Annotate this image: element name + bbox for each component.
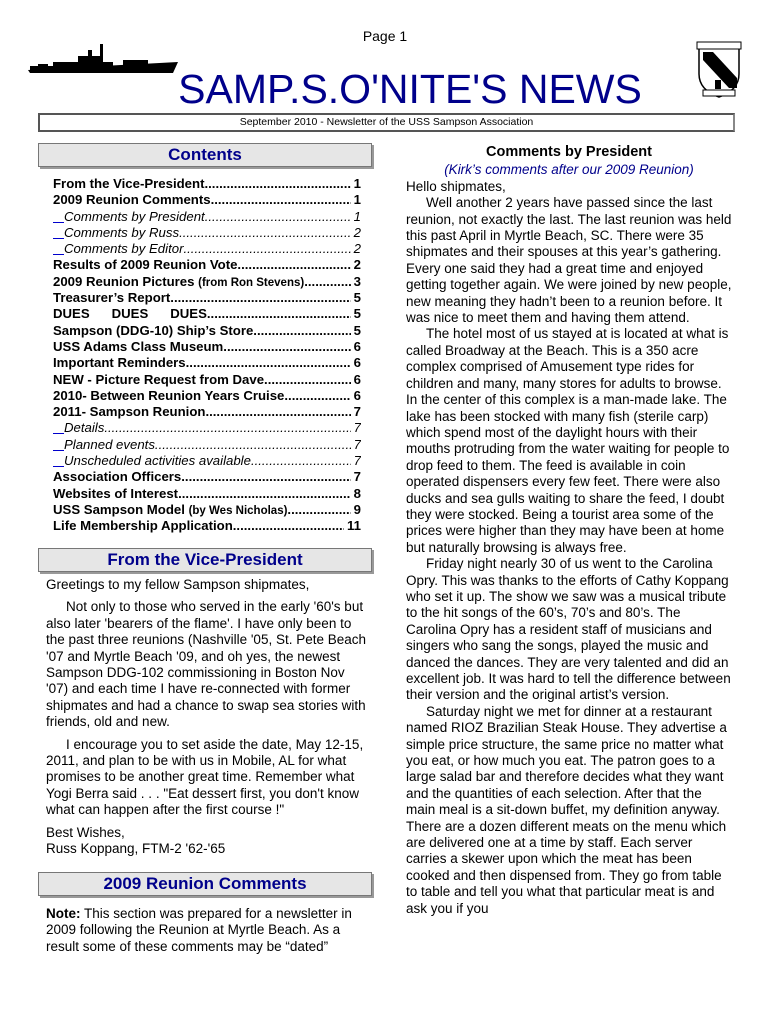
toc-link-marker [53, 241, 64, 257]
toc-item[interactable] [53, 453, 361, 469]
toc-leader [181, 469, 350, 485]
toc-item[interactable] [53, 306, 361, 322]
toc-leader [237, 257, 350, 273]
toc-page-number: 6 [353, 387, 361, 403]
toc-item[interactable] [53, 502, 361, 518]
toc-item-title: Planned events [64, 436, 155, 452]
toc-item[interactable] [53, 486, 361, 502]
newsletter-title: SAMP.S.O'NITE'S NEWS [178, 66, 642, 112]
contents-heading: Contents [38, 143, 372, 167]
toc-item-title: Important Reminders [53, 355, 186, 371]
toc-item-title: USS Adams Class Museum [53, 338, 224, 354]
toc-item-title: 2010- Between Reunion Years Cruise [53, 387, 285, 403]
toc-leader [284, 388, 350, 404]
toc-item[interactable] [53, 241, 361, 257]
toc-item-title: Comments by Editor [64, 241, 184, 257]
toc-item-title: 2009 Reunion Pictures (from Ron Stevens) [53, 273, 305, 289]
toc-item[interactable] [53, 257, 361, 273]
toc-item-title: USS Sampson Model (by Wes Nicholas) [53, 501, 288, 517]
toc-item-title: Unscheduled activities available [64, 453, 251, 469]
toc-item-title: Treasurer’s Report [53, 290, 171, 306]
vice-president-article [46, 577, 366, 858]
toc-leader [211, 192, 351, 208]
toc-page-number: 1 [353, 208, 361, 224]
toc-leader [179, 225, 351, 241]
toc-item[interactable] [53, 209, 361, 225]
toc-leader [183, 241, 350, 257]
toc-link-marker [53, 225, 64, 241]
toc-page-number: 9 [353, 501, 361, 517]
toc-page-number: 7 [353, 404, 361, 420]
paragraph: Saturday night we met for dinner at a restaurant named RIOZ Brazilian Steak House. They advertise a simple price structure, the same price no matter what you eat, or how much you eat. The patron goes to a large salad bar and therefore decides what they want and the quantities of each selection. After that the main meal is a sit-down buffet, my definition anyway. There are a dozen different meats on the menu which are delivered one at a time by staff. Each server carries a skewer upon which the meat has been cooked and then dispensed from. They go from table to table and tell you what that particular meat is and ask you if you [406, 703, 727, 916]
toc-item[interactable] [53, 388, 361, 404]
toc-leader [253, 323, 350, 339]
toc-item-title: DUES DUES DUES [53, 306, 207, 322]
page-number: Page 1 [362, 28, 408, 44]
toc-item[interactable] [53, 355, 361, 371]
toc-item-title: 2009 Reunion Comments [53, 192, 211, 208]
toc-item[interactable] [53, 339, 361, 355]
toc-item[interactable] [53, 192, 361, 208]
president-subheading: (Kirk’s comments after our 2009 Reunion) [444, 162, 694, 178]
toc-leader [104, 420, 350, 436]
toc-item-title: Websites of Interest [53, 485, 179, 501]
toc-item-title: Life Membership Application [53, 518, 233, 534]
toc-item[interactable] [53, 176, 361, 192]
toc-leader [170, 290, 350, 306]
toc-page-number: 2 [353, 241, 361, 257]
toc-link-marker [53, 420, 64, 436]
toc-item[interactable] [53, 225, 361, 241]
toc-item[interactable] [53, 274, 361, 290]
toc-item[interactable] [53, 290, 361, 306]
table-of-contents [53, 176, 361, 535]
toc-page-number: 7 [353, 436, 361, 452]
toc-item-title: From the Vice-President [53, 176, 205, 191]
toc-link-marker [53, 209, 64, 225]
toc-leader [223, 339, 350, 355]
greeting: Greetings to my fellow Sampson shipmates, [46, 577, 310, 592]
toc-leader [178, 486, 351, 502]
toc-leader [205, 404, 350, 420]
toc-item[interactable] [53, 372, 361, 388]
toc-leader [287, 502, 350, 518]
toc-leader [155, 437, 351, 453]
uss-sampson-crest-icon [695, 40, 743, 100]
toc-page-number: 11 [347, 518, 361, 534]
paragraph: The hotel most of us stayed at is located at what is called Broadway at the Beach. This is a 350 acre complex comprised of Amusement type rides for children and many, many stores for adults to browse. In the center of this complex is a man-made lake. The lake has been stocked with many fish (sterile carp) which spend most of the daylight hours with their mouths protruding from the water waiting for people to drop feed to them. The feed is available in coin operated dispensers every few feet. There were also ducks and sea gulls waiting to share the feed, I doubt they were stocked. Being a tourist area some of the prices were higher than they may have been at home but naturally browsing is always free. [406, 326, 730, 555]
toc-page-number: 5 [353, 306, 361, 322]
toc-page-number: 1 [353, 192, 361, 208]
salutation: Hello shipmates, [406, 178, 506, 194]
toc-item-title: Comments by President [64, 208, 205, 224]
toc-link-marker [53, 437, 64, 453]
newsletter-subtitle: September 2010 - Newsletter of the USS Sampson Association [38, 113, 735, 132]
reunion-comments-heading: 2009 Reunion Comments [38, 872, 372, 896]
toc-item-title: Comments by Russ [64, 224, 180, 240]
president-heading: Comments by President [486, 144, 652, 160]
toc-leader [251, 453, 351, 469]
toc-leader [204, 176, 350, 192]
president-article [406, 144, 732, 917]
toc-page-number: 5 [353, 290, 361, 306]
reunion-note [46, 906, 366, 955]
paragraph: Friday night nearly 30 of us went to the Carolina Opry. This was thanks to the efforts of Cathy Koppang who set it up. The show we saw was a musical tribute to the hit songs of the 60’s, 70’s and 80’s. The Carolina Opry has a resident staff of musicians and singers who sang the songs, played the music and danced the dances. They are very talented and did an excellent job. It was hard to tell the difference between their version and the original artist’s version. [406, 556, 731, 703]
toc-link-marker [53, 453, 64, 469]
note-text: This section was prepared for a newsletter in 2009 following the Reunion at Myrtle Beach. As a result some of these comments may be “dated” [46, 906, 352, 954]
toc-leader [207, 306, 351, 322]
toc-item-title: NEW - Picture Request from Dave [53, 371, 265, 387]
toc-leader [233, 518, 344, 534]
toc-leader [205, 209, 351, 225]
toc-item[interactable] [53, 420, 361, 436]
toc-item[interactable] [53, 518, 361, 534]
closing: Best Wishes, [46, 824, 125, 840]
toc-page-number: 6 [353, 355, 361, 371]
toc-item-title: Sampson (DDG-10) Ship’s Store [53, 322, 254, 338]
toc-item[interactable] [53, 437, 361, 453]
toc-page-number: 7 [353, 453, 361, 469]
toc-page-number: 6 [353, 338, 361, 354]
toc-item[interactable] [53, 323, 361, 339]
paragraph: I encourage you to set aside the date, May 12-15, 2011, and plan to be with us in Mobile, AL for what promises to be another great time. Remember what Yogi Berra said . . . "Eat dessert first, you don't know what can happen after the first course !" [46, 736, 364, 818]
toc-page-number: 8 [353, 485, 361, 501]
toc-page-number: 7 [353, 469, 361, 485]
toc-item-title: Details [64, 420, 105, 436]
toc-page-number: 2 [353, 224, 361, 240]
toc-page-number: 7 [353, 420, 361, 436]
toc-leader [264, 372, 351, 388]
toc-item-title: Association Officers [53, 469, 182, 485]
signature: Russ Koppang, FTM-2 '62-'65 [46, 841, 226, 857]
toc-item-title: Results of 2009 Reunion Vote [53, 257, 238, 273]
paragraph: Well another 2 years have passed since the last reunion, not exactly the last. The last reunion was held this past April in Myrtle Beach, SC. There were 35 shipmates and their spouses at this year’s gathering. Every one said they had a great time and enjoyed getting together again. We were joined by new people, new meaning they hadn’t been to a reunion before. It was nice to meet them and having them attend. [406, 195, 732, 326]
toc-item-title: 2011- Sampson Reunion [53, 404, 206, 420]
note-label: Note: [46, 906, 81, 921]
vice-president-heading: From the Vice-President [38, 548, 372, 572]
toc-page-number: 6 [353, 371, 361, 387]
toc-item[interactable] [53, 469, 361, 485]
toc-item[interactable] [53, 404, 361, 420]
toc-leader [304, 274, 350, 290]
toc-leader [186, 355, 351, 371]
toc-page-number: 5 [353, 322, 361, 338]
toc-page-number: 3 [353, 273, 361, 289]
toc-page-number: 2 [353, 257, 361, 273]
toc-page-number: 1 [353, 176, 361, 191]
paragraph: Not only to those who served in the early '60's but also later 'bearers of the flame'. I have only been to the past three reunions (Nashville '05, St. Pete Beach '07 and Myrtle Beach '09, and oh yes, the newest Sampson DDG-102 commissioning in Boston Nov '07) and each time I have re-connected with former shipmates and had a chance to swap sea stories with friends, old and new. [46, 599, 367, 730]
